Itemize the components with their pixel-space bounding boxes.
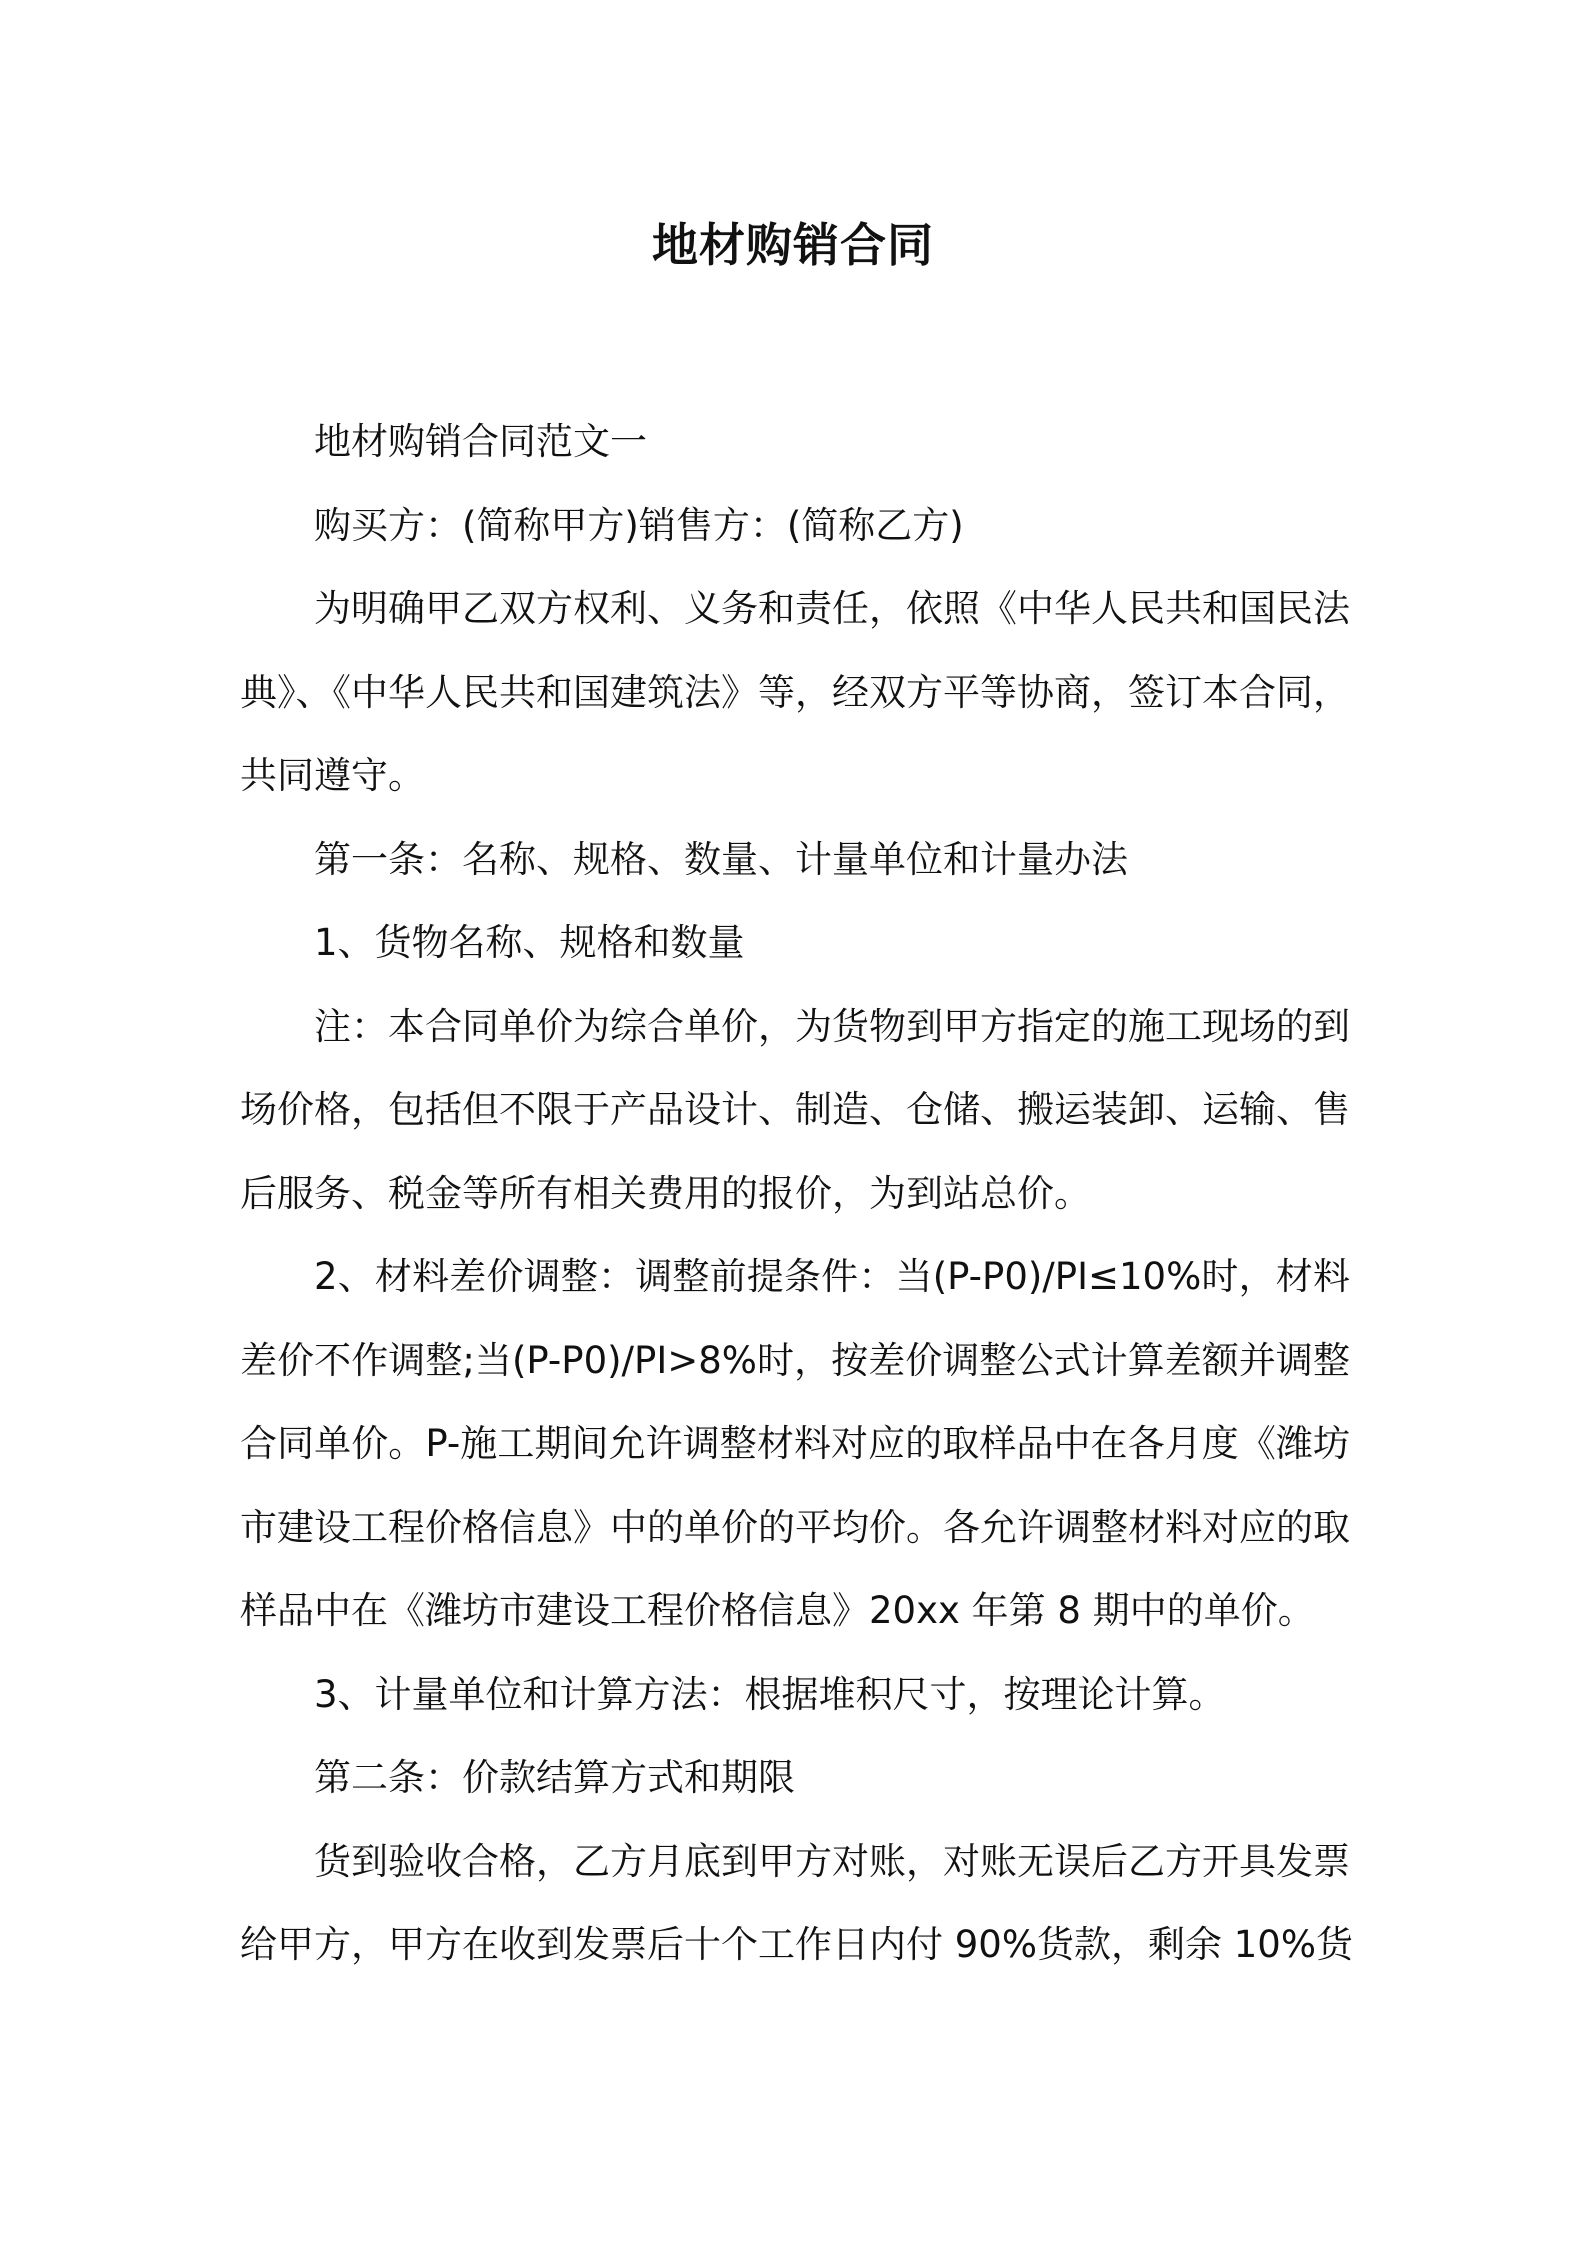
text-line: 注：本合同单价为综合单价，为货物到甲方指定的施工现场的到	[314, 1004, 1350, 1048]
paragraph	[240, 985, 1350, 1236]
paragraph	[240, 567, 1350, 818]
text-line: 1、货物名称、规格和数量	[314, 921, 745, 964]
text-line: 后服务、税金等所有相关费用的报价，为到站总价。	[240, 1171, 1091, 1215]
text-line: 第一条：名称、规格、数量、计量单位和计量办法	[314, 837, 1128, 881]
text-line: 合同单价。P-施工期间允许调整材料对应的取样品中在各月度《潍坊	[240, 1422, 1350, 1465]
paragraph	[240, 400, 1350, 484]
text-line: 场价格，包括但不限于产品设计、制造、仓储、搬运装卸、运输、售	[240, 1088, 1350, 1131]
text-line: 市建设工程价格信息》中的单价的平均价。各允许调整材料对应的取	[240, 1505, 1350, 1549]
text-line: 差价不作调整;当(P-P0)/PI>8%时，按差价调整公式计算差额并调整	[240, 1338, 1350, 1382]
paragraph	[240, 1235, 1350, 1653]
text-line: 地材购销合同范文一	[314, 420, 647, 463]
text-line: 典》、《中华人民共和国建筑法》等，经双方平等协商，签订本合同，	[240, 670, 1350, 714]
paragraph	[240, 1653, 1350, 1737]
text-line: 给甲方，甲方在收到发票后十个工作日内付 90%货款，剩余 10%货	[240, 1923, 1353, 1966]
paragraph	[240, 818, 1350, 902]
text-line: 样品中在《潍坊市建设工程价格信息》20xx 年第 8 期中的单价。	[240, 1589, 1315, 1632]
document-body	[240, 400, 1353, 1987]
paragraph	[240, 484, 1350, 568]
text-line: 3、计量单位和计算方法：根据堆积尺寸，按理论计算。	[314, 1672, 1226, 1716]
document-title: 地材购销合同	[652, 218, 934, 272]
paragraph	[240, 901, 1350, 985]
text-line: 为明确甲乙双方权利、义务和责任，依照《中华人民共和国民法	[314, 587, 1350, 630]
text-line: 2、材料差价调整：调整前提条件：当(P-P0)/PI≤10%时，材料	[314, 1255, 1350, 1298]
text-line: 共同遵守。	[240, 754, 425, 797]
text-line: 货到验收合格，乙方月底到甲方对账，对账无误后乙方开具发票	[314, 1839, 1350, 1883]
paragraph	[240, 1736, 1350, 1820]
text-line: 第二条：价款结算方式和期限	[314, 1756, 795, 1799]
paragraph	[240, 1820, 1353, 1987]
text-line: 购买方：(简称甲方)销售方：(简称乙方)	[314, 503, 964, 547]
